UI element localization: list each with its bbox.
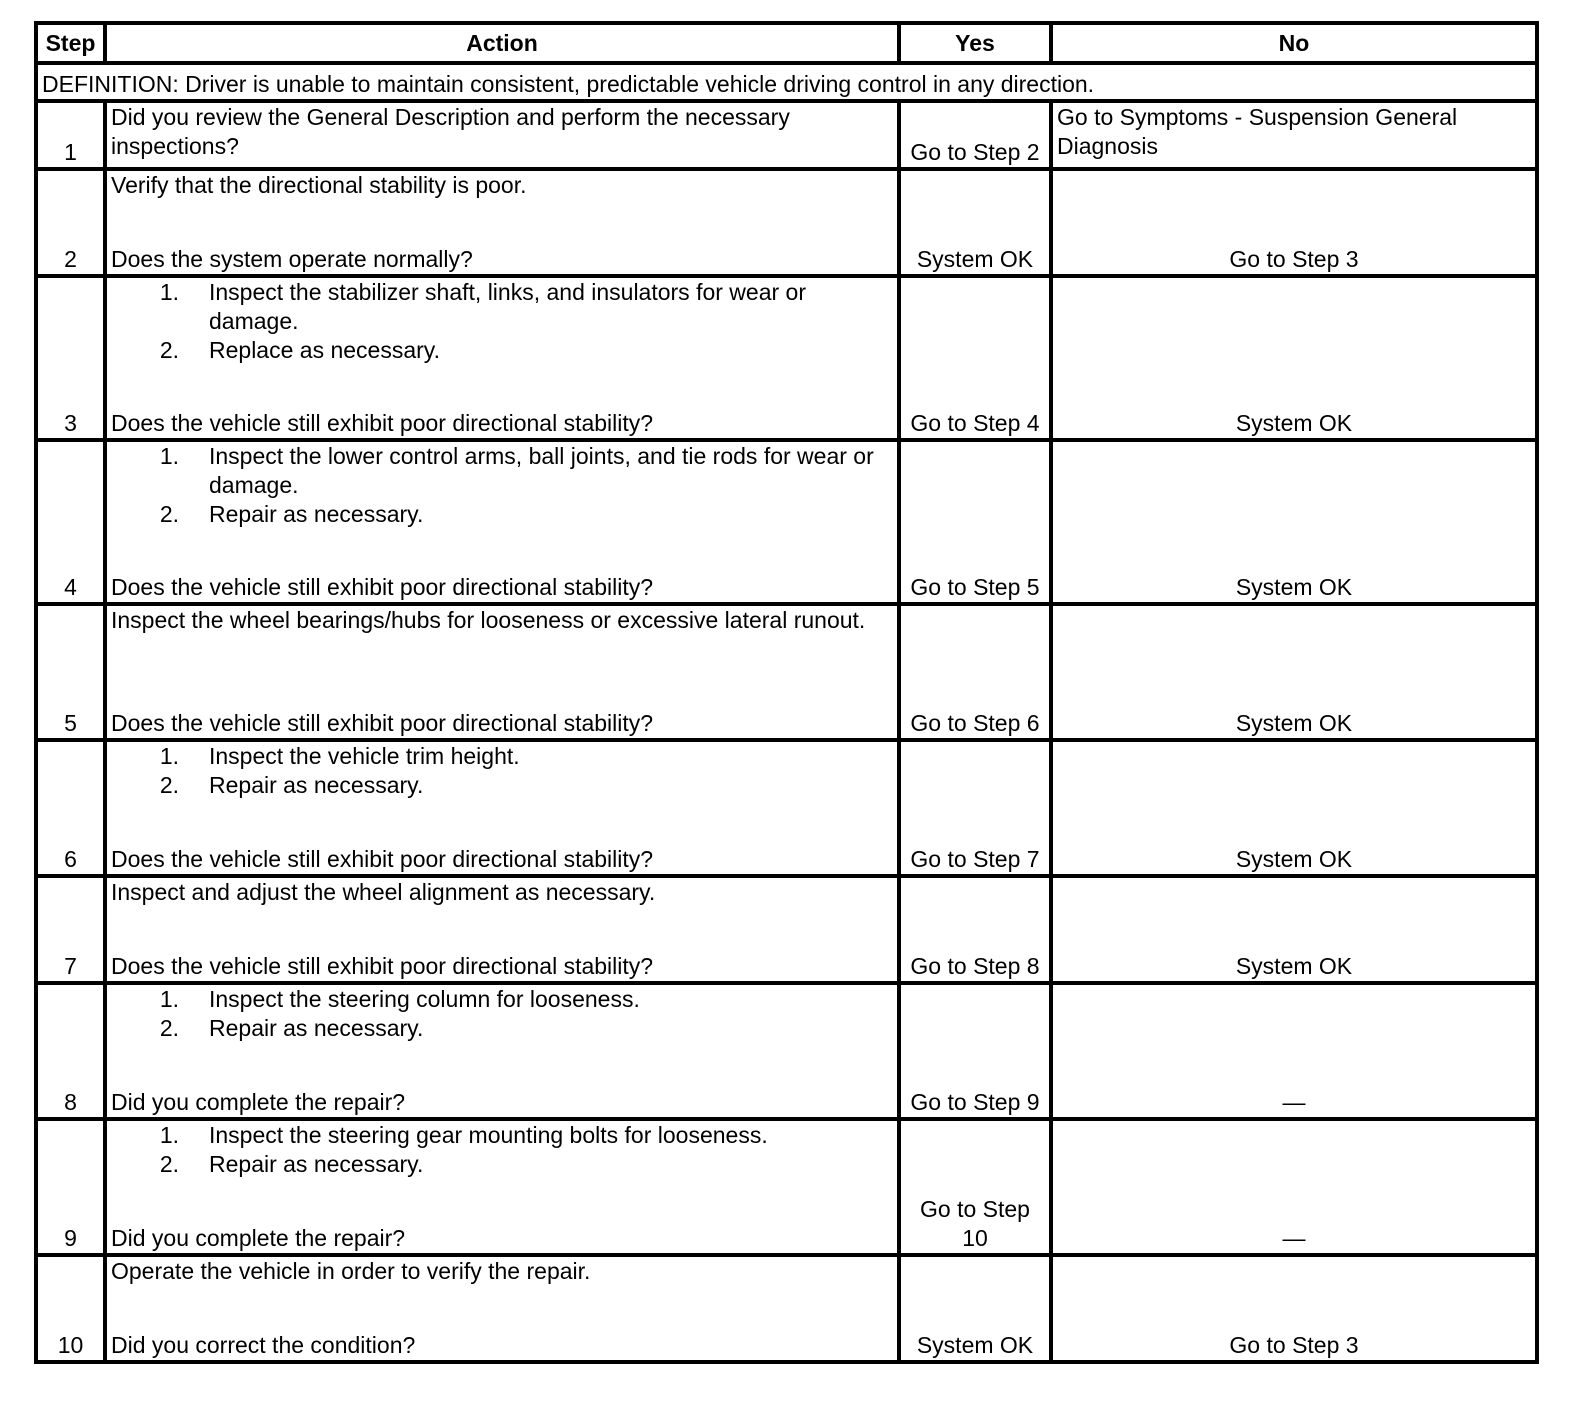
list-item: 1. Inspect the stabilizer shaft, links, and insulators for wear or damage. [159, 279, 807, 334]
table-row [36, 440, 1537, 604]
action-question: Does the vehicle still exhibit poor directional stability? [111, 953, 654, 979]
substep-list [111, 1121, 893, 1179]
no-result: Go to Symptoms - Suspension General Diagnosis [1051, 101, 1537, 169]
list-item: 1. Inspect the vehicle trim height. [159, 743, 520, 769]
substep-list [111, 278, 893, 365]
list-item: 1. Inspect the lower control arms, ball joints, and tie rods for wear or damage. [159, 443, 874, 498]
action-question: Does the vehicle still exhibit poor directional stability? [111, 846, 654, 872]
action-text: Inspect and adjust the wheel alignment as necessary. [111, 879, 656, 905]
step-number: 4 [36, 440, 105, 604]
action-question: Does the vehicle still exhibit poor directional stability? [111, 574, 654, 600]
action-question: Does the vehicle still exhibit poor directional stability? [111, 710, 654, 736]
no-result: System OK [1051, 440, 1537, 604]
list-item: 2. Repair as necessary. [159, 1015, 424, 1041]
substep-list [111, 985, 893, 1043]
step-number: 7 [36, 876, 105, 983]
action-question: Did you complete the repair? [111, 1089, 406, 1115]
yes-result: Go to Step 10 [899, 1119, 1051, 1255]
action-question: Does the system operate normally? [111, 246, 473, 272]
definition-text: DEFINITION: Driver is unable to maintain consistent, predictable vehicle driving control in any direction. [36, 63, 1537, 101]
action-cell [105, 276, 899, 440]
action-cell [105, 1119, 899, 1255]
step-number: 2 [36, 169, 105, 276]
no-result: — [1051, 1119, 1537, 1255]
action-text: Operate the vehicle in order to verify the repair. [111, 1258, 591, 1284]
table-row [36, 276, 1537, 440]
table-row [36, 1119, 1537, 1255]
step-number: 8 [36, 983, 105, 1119]
yes-result: Go to Step 4 [899, 276, 1051, 440]
action-question: Did you complete the repair? [111, 1225, 406, 1251]
yes-result: System OK [899, 169, 1051, 276]
action-question: Does the vehicle still exhibit poor directional stability? [111, 410, 654, 436]
table-row [36, 604, 1537, 740]
substep-list [111, 742, 893, 800]
header-yes: Yes [899, 23, 1051, 63]
header-no: No [1051, 23, 1537, 63]
header-step: Step [36, 23, 105, 63]
table-row [36, 876, 1537, 983]
table-row [36, 983, 1537, 1119]
substep-list [111, 442, 893, 529]
step-number: 3 [36, 276, 105, 440]
diagnostic-table [34, 21, 1539, 1364]
no-result: Go to Step 3 [1051, 1255, 1537, 1362]
table-row [36, 1255, 1537, 1362]
table-row [36, 169, 1537, 276]
no-result: System OK [1051, 740, 1537, 876]
step-number: 5 [36, 604, 105, 740]
list-item: 2. Repair as necessary. [159, 772, 424, 798]
no-result: Go to Step 3 [1051, 169, 1537, 276]
table-row [36, 101, 1537, 169]
list-item: 1. Inspect the steering gear mounting bolts for looseness. [159, 1122, 768, 1148]
yes-result: Go to Step 2 [899, 101, 1051, 169]
step-number: 9 [36, 1119, 105, 1255]
no-result: System OK [1051, 876, 1537, 983]
header-row [36, 23, 1537, 63]
yes-result: Go to Step 8 [899, 876, 1051, 983]
definition-row [36, 63, 1537, 101]
yes-result: Go to Step 6 [899, 604, 1051, 740]
step-number: 6 [36, 740, 105, 876]
action-text: Did you review the General Description and perform the necessary inspections? [105, 101, 899, 169]
action-cell [105, 440, 899, 604]
yes-result: System OK [899, 1255, 1051, 1362]
no-result: — [1051, 983, 1537, 1119]
step-number: 10 [36, 1255, 105, 1362]
list-item: 2. Repair as necessary. [159, 501, 424, 527]
action-cell [105, 604, 899, 740]
list-item: 2. Replace as necessary. [159, 337, 440, 363]
action-question: Did you correct the condition? [111, 1332, 416, 1358]
no-result: System OK [1051, 276, 1537, 440]
yes-result: Go to Step 5 [899, 440, 1051, 604]
header-action: Action [105, 23, 899, 63]
no-result: System OK [1051, 604, 1537, 740]
action-text: Verify that the directional stability is poor. [111, 172, 527, 198]
yes-result: Go to Step 7 [899, 740, 1051, 876]
action-cell [105, 983, 899, 1119]
action-cell [105, 169, 899, 276]
action-cell [105, 876, 899, 983]
list-item: 2. Repair as necessary. [159, 1151, 424, 1177]
list-item: 1. Inspect the steering column for looseness. [159, 986, 640, 1012]
action-cell [105, 1255, 899, 1362]
yes-result: Go to Step 9 [899, 983, 1051, 1119]
table-row [36, 740, 1537, 876]
action-text: Inspect the wheel bearings/hubs for looseness or excessive lateral runout. [111, 607, 866, 633]
action-cell [105, 740, 899, 876]
step-number: 1 [36, 101, 105, 169]
